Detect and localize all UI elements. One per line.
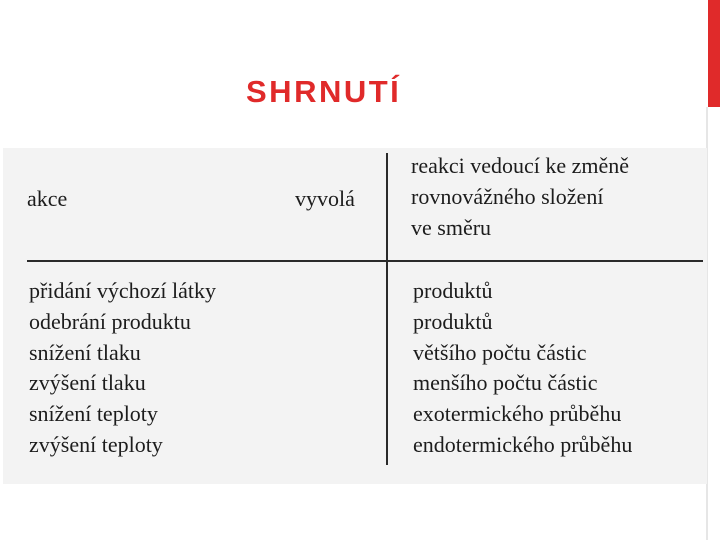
result-cell: menšího počtu částic bbox=[413, 370, 598, 396]
result-cell: produktů bbox=[413, 278, 493, 303]
action-cell: zvýšení teploty bbox=[29, 431, 163, 457]
header-result-line: reakci vedoucí ke změně bbox=[411, 153, 630, 178]
header-result bbox=[411, 150, 629, 243]
header-action: akce bbox=[27, 186, 68, 211]
action-cell: snížení teploty bbox=[29, 401, 158, 427]
action-cell: odebrání produktu bbox=[29, 308, 191, 334]
result-cell: většího počtu částic bbox=[413, 339, 587, 365]
action-cell: zvýšení tlaku bbox=[29, 370, 146, 396]
result-cell: produktů bbox=[413, 308, 493, 334]
header-result-line: rovnovážného složení bbox=[411, 184, 604, 209]
table-header-divider bbox=[27, 260, 703, 262]
results-column bbox=[413, 276, 632, 461]
scanned-table-image bbox=[3, 148, 707, 484]
header-causes: vyvolá bbox=[295, 186, 355, 211]
header-result-line: ve směru bbox=[411, 215, 492, 240]
slide-title: SHRNUTÍ bbox=[246, 74, 402, 109]
action-cell: snížení tlaku bbox=[29, 339, 141, 365]
accent-bar bbox=[708, 0, 720, 107]
result-cell: exotermického průběhu bbox=[413, 401, 622, 427]
action-cell: přidání výchozí látky bbox=[29, 278, 216, 303]
result-cell: endotermického průběhu bbox=[413, 431, 633, 457]
actions-column bbox=[29, 276, 216, 461]
table-header bbox=[27, 148, 703, 258]
